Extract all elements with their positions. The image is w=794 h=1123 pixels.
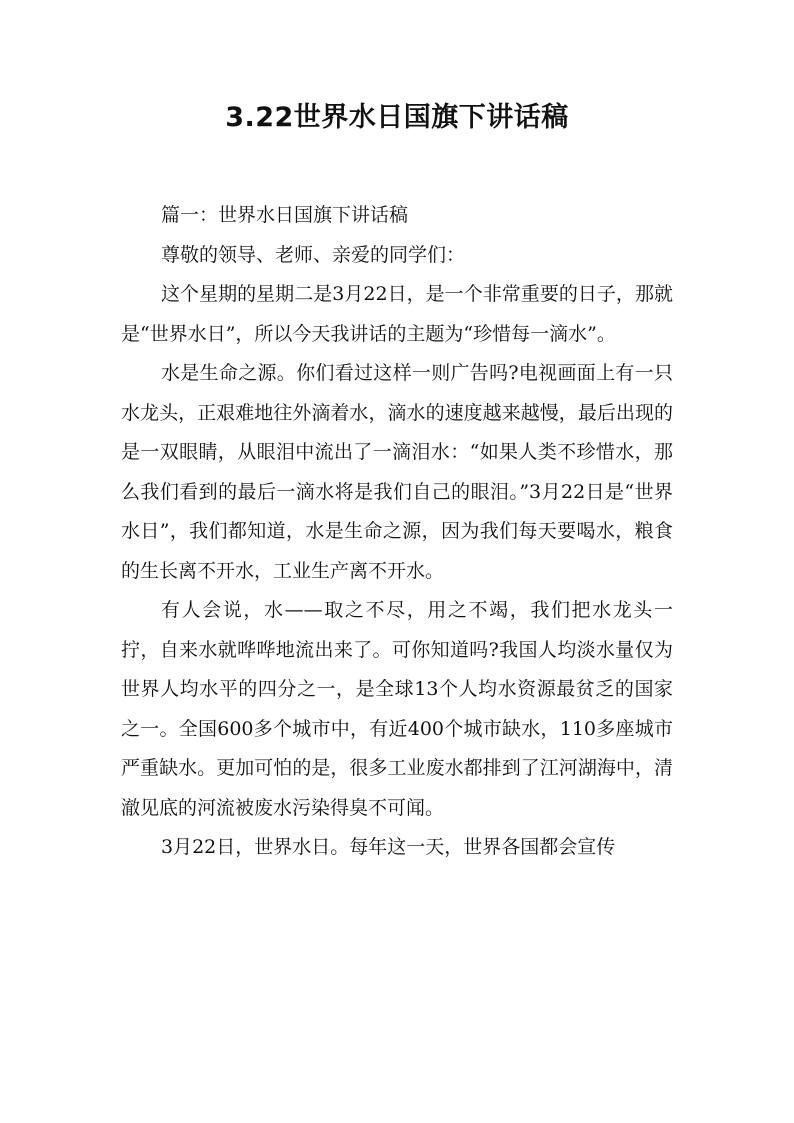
document-title: 3.22世界水日国旗下讲话稿 xyxy=(225,102,569,133)
paragraph: 有人会说，水——取之不尽，用之不竭，我们把水龙头一拧，自来水就哗哗地流出来了。可你知道吗?我国人均淡水量仅为世界人均水平的四分之一，是全球13个人均水资源最贫乏的国家之一。全国600多个城市中，有近400个城市缺水，110多座城市严重缺水。更加可怕的是，很多工业废水都排到了江河湖海中，清澈见底的河流被废水污染得臭不可闻。 xyxy=(121,599,673,819)
paragraph: 水是生命之源。你们看过这样一则广告吗?电视画面上有一只水龙头，正艰难地往外滴着水，滴水的速度越来越慢，最后出现的是一双眼睛，从眼泪中流出了一滴泪水：“如果人类不珍惜水，那么我们看到的最后一滴水将是我们自己的眼泪。”3月22日是“世界水日”，我们都知道，水是生命之源，因为我们每天要喝水，粮食的生长离不开水，工业生产离不开水。 xyxy=(121,362,673,582)
salutation: 尊敬的领导、老师、亲爱的同学们： xyxy=(161,243,466,266)
section-heading: 篇一：世界水日国旗下讲话稿 xyxy=(161,204,409,226)
paragraph: 3月22日，世界水日。每年这一天，世界各国都会宣传 xyxy=(161,836,616,858)
document-body xyxy=(121,196,673,868)
paragraph: 这个星期的星期二是3月22日，是一个非常重要的日子，那就是“世界水日”，所以今天我讲话的主题为“珍惜每一滴水”。 xyxy=(121,283,673,345)
